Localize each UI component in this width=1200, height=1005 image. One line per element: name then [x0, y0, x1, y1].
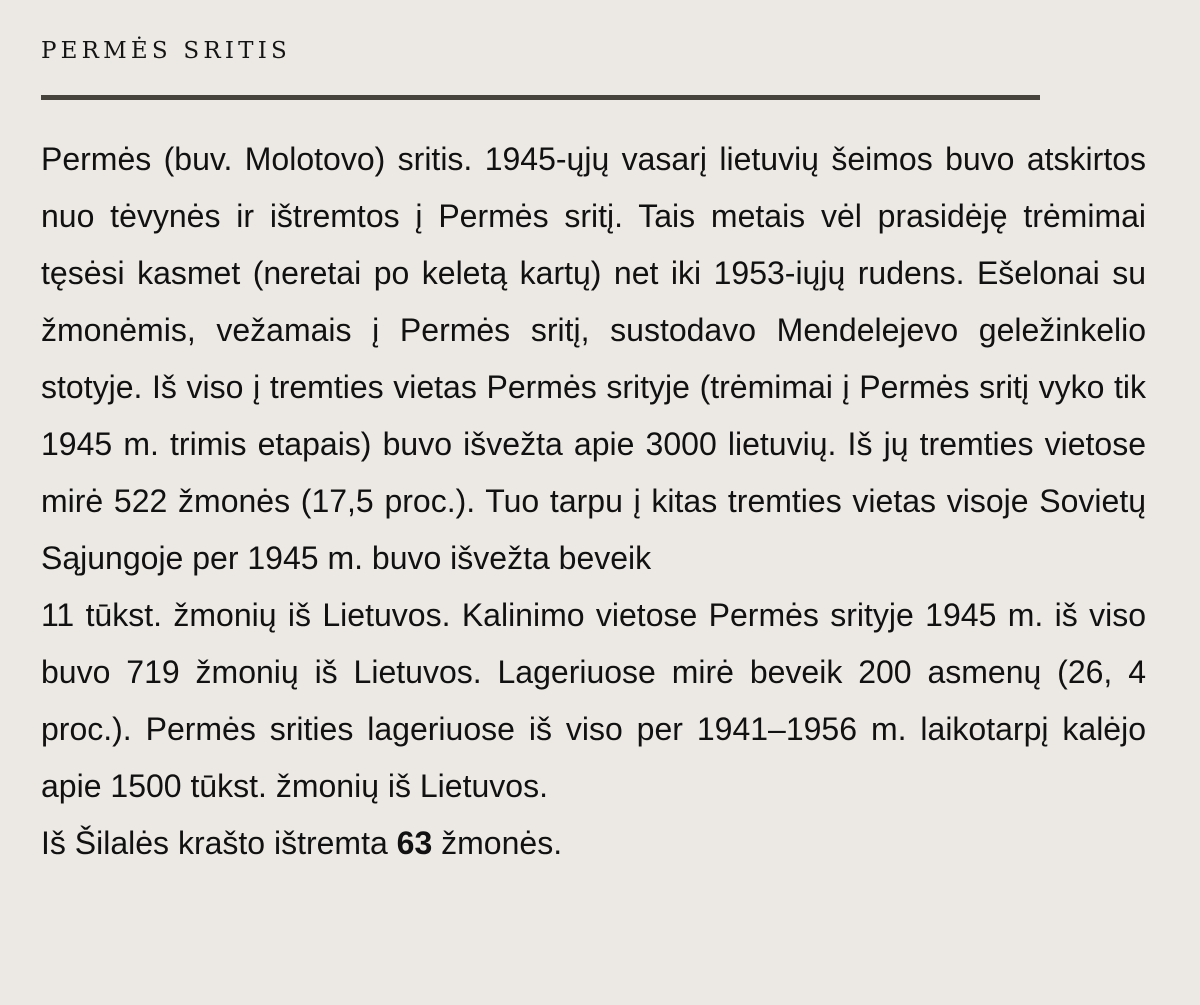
- paragraph-deportations: Permės (buv. Molotovo) sritis. 1945-ųjų vasarį lietuvių šeimos buvo atskirtos nuo tėvynės ir ištremtos į Permės sritį. Tais metais vėl prasidėję trėmimai tęsėsi kasmet (neretai po keletą kartų) net iki 1953-iųjų rudens. Ešelonai su žmonėmis, vežamais į Permės sritį, sustodavo Mendelejevo geležinkelio stotyje. Iš viso į tremties vietas Permės srityje (trėmimai į Permės sritį vyko tik 1945 m. trimis etapais) buvo išvežta apie 3000 lietuvių. Iš jų tremties vietose mirė 522 žmonės (17,5 proc.). Tuo tarpu į kitas tremties vietas visoje Sovietų Sąjungoje per 1945 m. buvo išvežta beveik: [41, 141, 1146, 576]
- summary-suffix: žmonės.: [432, 825, 563, 861]
- paragraph-prisons: 11 tūkst. žmonių iš Lietuvos. Kalinimo vietose Permės srityje 1945 m. iš viso buvo 719 žmonių iš Lietuvos. Lageriuose mirė beveik 200 asmenų (26, 4 proc.). Permės srities lageriuose iš viso per 1941–1956 m. laikotarpį kalėjo apie 1500 tūkst. žmonių iš Lietuvos.: [41, 597, 1146, 804]
- title-divider: [41, 95, 1040, 100]
- page-title: PERMĖS SRITIS: [41, 38, 291, 64]
- summary-prefix: Iš Šilalės krašto ištremta: [41, 825, 397, 861]
- deported-count: 63: [396, 825, 433, 861]
- summary-line: [41, 815, 1146, 872]
- article-body: [41, 131, 1146, 872]
